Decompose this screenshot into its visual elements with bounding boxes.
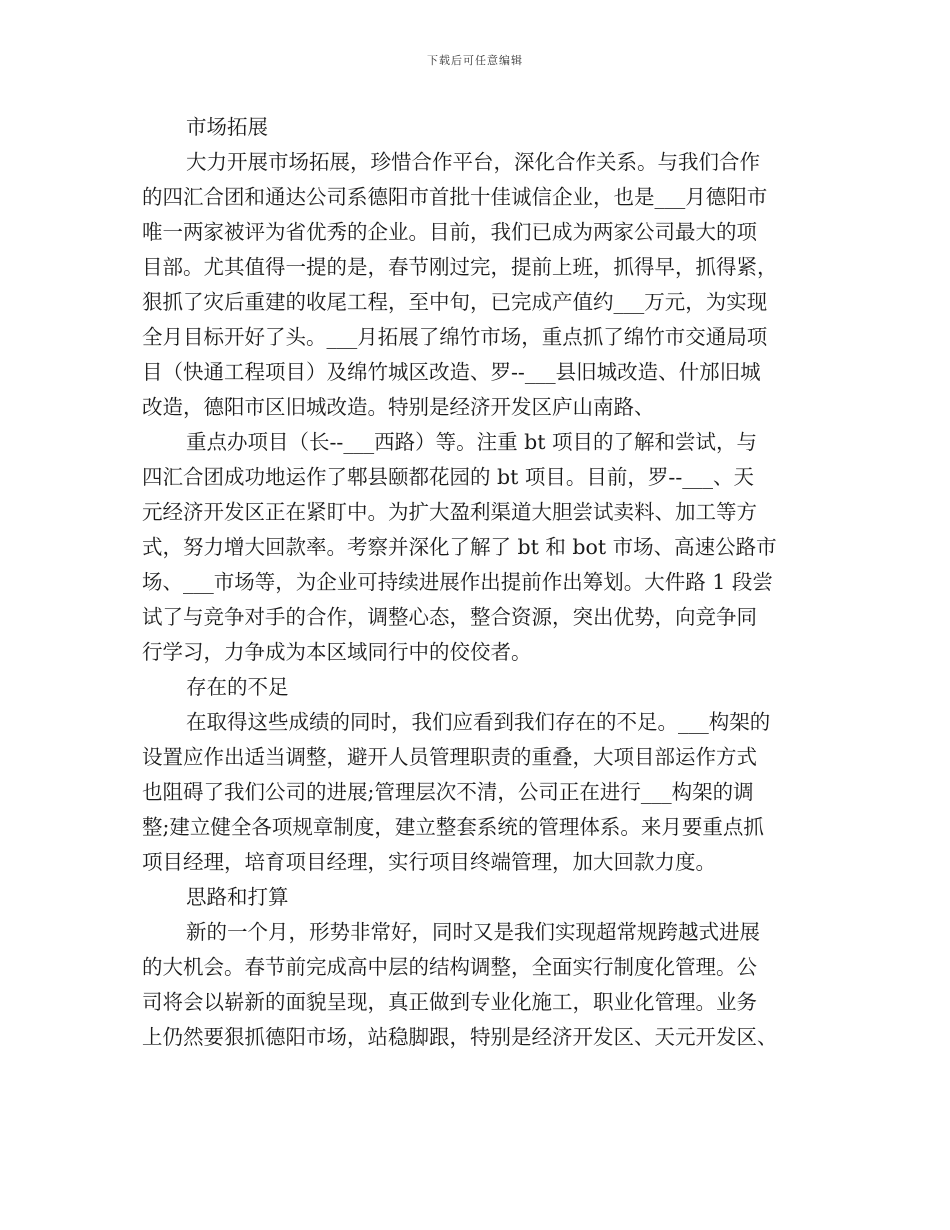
text-line: 目部。尤其值得一提的是，春节刚过完，提前上班，抓得早，抓得紧， — [142, 255, 778, 279]
text-line: 大力开展市场拓展，珍惜合作平台，深化合作关系。与我们合作 — [186, 150, 760, 174]
text-line: 目（快通工程项目）及绵竹城区改造、罗--___县旧城改造、什邡旧城 — [142, 360, 761, 384]
text-line: 设置应作出适当调整，避开人员管理职责的重叠，大项目部运作方式 — [142, 745, 757, 769]
text-line: 司将会以崭新的面貌呈现，真正做到专业化施工，职业化管理。业务 — [142, 990, 757, 1014]
text-line: 项目经理，培育项目经理，实行项目终端管理，加大回款力度。 — [142, 850, 716, 874]
text-line: 在取得这些成绩的同时，我们应看到我们存在的不足。___构架的 — [186, 710, 771, 734]
text-line: 唯一两家被评为省优秀的企业。目前，我们已成为两家公司最大的项 — [142, 220, 757, 244]
text-line: 上仍然要狠抓德阳市场，站稳脚跟，特别是经济开发区、天元开发区、 — [142, 1025, 778, 1049]
text-line: 全月目标开好了头。___月拓展了绵竹市场，重点抓了绵竹市交通局项 — [142, 325, 768, 349]
text-line: 元经济开发区正在紧盯中。为扩大盈利渠道大胆尝试卖料、加工等方 — [142, 500, 757, 524]
page-header: 下载后可任意编辑 — [427, 54, 523, 67]
text-line: 试了与竞争对手的合作，调整心态，整合资源，突出优势，向竞争同 — [142, 605, 757, 629]
text-line: 四汇合团成功地运作了郫县颐都花园的 bt 项目。目前，罗--___、天 — [142, 465, 754, 489]
text-line: 行学习，力争成为本区域同行中的佼佼者。 — [142, 640, 532, 664]
text-line: 的四汇合团和通达公司系德阳市首批十佳诚信企业，也是___月德阳市 — [142, 185, 768, 209]
document-body — [142, 110, 810, 1055]
text-line: 整;建立健全各项规章制度，建立整套系统的管理体系。来月要重点抓 — [142, 815, 764, 839]
text-line: 式，努力增大回款率。考察并深化了解了 bt 和 bot 市场、高速公路市 — [142, 535, 777, 559]
text-line: 的大机会。春节前完成高中层的结构调整，全面实行制度化管理。公 — [142, 955, 757, 979]
text-line: 存在的不足 — [186, 675, 289, 699]
text-line: 重点办项目（长--___西路）等。注重 bt 项目的了解和尝试，与 — [186, 430, 757, 454]
text-line: 市场拓展 — [186, 115, 268, 139]
text-line: 改造，德阳市区旧城改造。特别是经济开发区庐山南路、 — [142, 395, 655, 419]
text-line: 狠抓了灾后重建的收尾工程，至中旬，已完成产值约___万元，为实现 — [142, 290, 768, 314]
text-line: 思路和打算 — [186, 885, 289, 909]
text-line: 场、___市场等，为企业可持续进展作出提前作出筹划。大件路 1 段尝 — [142, 570, 773, 594]
text-line: 新的一个月，形势非常好，同时又是我们实现超常规跨越式进展 — [186, 920, 760, 944]
text-line: 也阻碍了我们公司的进展;管理层次不清，公司正在进行___构架的调 — [142, 780, 754, 804]
